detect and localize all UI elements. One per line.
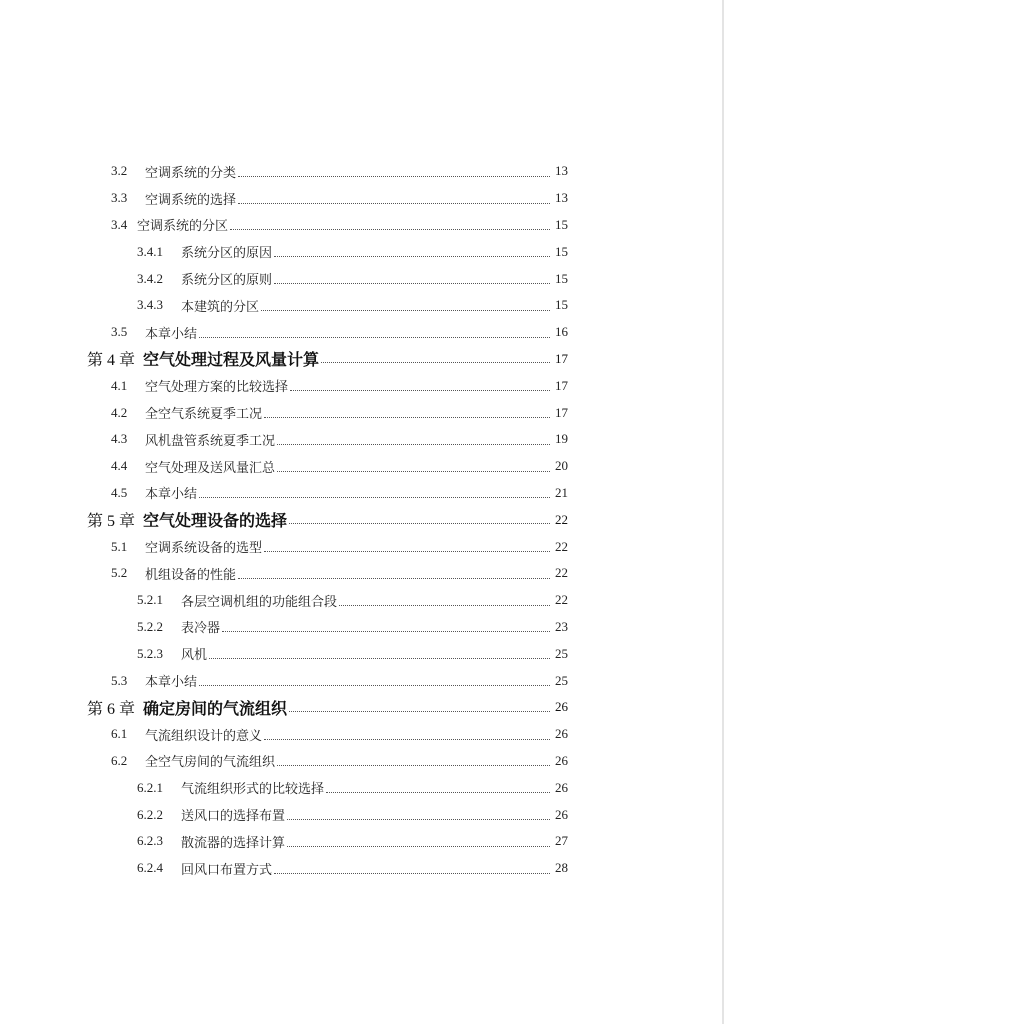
toc-dot-leader [238, 577, 550, 579]
toc-dot-leader [264, 416, 550, 418]
toc-entry-number: 6.2.3 [137, 833, 163, 849]
toc-entry-number: 3.5 [111, 324, 128, 340]
toc-entry-title: 表冷器 [181, 620, 221, 636]
toc-page-number: 23 [555, 618, 568, 634]
toc-page-number: 20 [555, 458, 568, 474]
toc-entry-number: 6.1 [111, 726, 128, 742]
toc-page-number: 22 [555, 565, 568, 581]
toc-entry-title: 全空气房间的气流组织 [145, 754, 276, 770]
toc-entry-number: 5.2 [111, 565, 128, 581]
toc-page-number: 26 [555, 699, 568, 715]
toc-page-number: 22 [555, 511, 568, 527]
toc-entry-number: 第 4 章 [87, 352, 136, 370]
toc-entry-title: 气流组织形式的比较选择 [181, 781, 325, 797]
toc-dot-leader [289, 522, 550, 524]
toc-entry-number: 3.4 [111, 216, 128, 232]
toc-dot-leader [199, 336, 550, 338]
toc-entry-title: 确定房间的气流组织 [143, 700, 288, 718]
toc-dot-leader [199, 684, 550, 686]
toc-entry-number: 3.4.3 [137, 297, 163, 313]
toc-entry-title: 全空气系统夏季工况 [145, 406, 263, 422]
toc-page-number: 17 [555, 404, 568, 420]
toc-dot-leader [238, 202, 550, 204]
toc-page-number: 26 [555, 806, 568, 822]
toc-entry-number: 4.1 [111, 377, 128, 393]
toc-entry-number: 4.2 [111, 404, 128, 420]
toc-page-number: 15 [555, 297, 568, 313]
toc-entry-title: 空调系统设备的选型 [145, 540, 263, 556]
toc-dot-leader [264, 550, 550, 552]
toc-entry-title: 本章小结 [145, 325, 198, 341]
toc-subsection-entry[interactable] [0, 828, 722, 855]
toc-entry-title: 空气处理方案的比较选择 [145, 379, 289, 395]
toc-entry-title: 空气处理及送风量汇总 [145, 459, 276, 475]
toc-section-entry[interactable] [0, 748, 722, 775]
toc-entry-number: 3.3 [111, 190, 128, 206]
toc-page-number: 22 [555, 592, 568, 608]
toc-chapter-entry[interactable] [0, 506, 722, 533]
toc-entry-title: 空调系统的选择 [145, 191, 237, 207]
toc-entry-number: 第 6 章 [87, 700, 136, 718]
toc-dot-leader [277, 470, 550, 472]
toc-entry-title: 气流组织设计的意义 [145, 727, 263, 743]
toc-page-number: 13 [555, 163, 568, 179]
toc-page-number: 17 [555, 350, 568, 366]
toc-section-entry[interactable] [0, 560, 722, 587]
toc-entry-title: 回风口布置方式 [181, 861, 273, 877]
toc-dot-leader [274, 255, 550, 257]
toc-section-entry[interactable] [0, 453, 722, 480]
toc-page-number: 25 [555, 645, 568, 661]
toc-entry-number: 6.2.4 [137, 860, 163, 876]
toc-entry-number: 5.1 [111, 538, 128, 554]
toc-section-entry[interactable] [0, 480, 722, 507]
toc-subsection-entry[interactable] [0, 640, 722, 667]
toc-page-number: 26 [555, 726, 568, 742]
toc-subsection-entry[interactable] [0, 587, 722, 614]
toc-entry-title: 送风口的选择布置 [181, 808, 286, 824]
toc-page-number: 26 [555, 752, 568, 768]
toc-dot-leader [230, 228, 550, 230]
toc-entry-number: 4.4 [111, 458, 128, 474]
toc-page-number: 21 [555, 484, 568, 500]
toc-entry-number: 6.2.2 [137, 806, 163, 822]
toc-entry-title: 本章小结 [145, 486, 198, 502]
toc-dot-leader [277, 764, 550, 766]
toc-entry-number: 3.2 [111, 163, 128, 179]
toc-dot-leader [277, 443, 550, 445]
toc-dot-leader [290, 389, 550, 391]
toc-entry-title: 空气处理过程及风量计算 [143, 352, 320, 370]
toc-dot-leader [321, 361, 550, 363]
toc-subsection-entry[interactable] [0, 238, 722, 265]
toc-section-entry[interactable] [0, 399, 722, 426]
toc-section-entry[interactable] [0, 667, 722, 694]
toc-page-number: 15 [555, 216, 568, 232]
toc-subsection-entry[interactable] [0, 292, 722, 319]
toc-subsection-entry[interactable] [0, 801, 722, 828]
toc-page-number: 25 [555, 672, 568, 688]
toc-entry-number: 5.3 [111, 672, 128, 688]
toc-page-number: 13 [555, 190, 568, 206]
table-of-contents [0, 158, 722, 882]
toc-entry-number: 3.4.1 [137, 243, 163, 259]
toc-section-entry[interactable] [0, 721, 722, 748]
toc-entry-number: 5.2.3 [137, 645, 163, 661]
toc-entry-number: 4.3 [111, 431, 128, 447]
toc-entry-title: 散流器的选择计算 [181, 834, 286, 850]
toc-dot-leader [274, 282, 550, 284]
toc-entry-title: 风机 [181, 647, 208, 663]
toc-page-number: 19 [555, 431, 568, 447]
toc-subsection-entry[interactable] [0, 614, 722, 641]
toc-entry-title: 机组设备的性能 [145, 566, 237, 582]
toc-entry-number: 6.2 [111, 752, 128, 768]
toc-subsection-entry[interactable] [0, 774, 722, 801]
toc-entry-title: 空调系统的分类 [145, 164, 237, 180]
toc-dot-leader [199, 496, 550, 498]
toc-dot-leader [222, 630, 550, 632]
toc-entry-number: 第 5 章 [87, 513, 136, 531]
toc-entry-number: 5.2.2 [137, 618, 163, 634]
toc-section-entry[interactable] [0, 372, 722, 399]
toc-subsection-entry[interactable] [0, 855, 722, 882]
toc-entry-title: 系统分区的原因 [181, 245, 273, 261]
toc-dot-leader [238, 175, 550, 177]
toc-page-number: 28 [555, 860, 568, 876]
toc-section-entry[interactable] [0, 212, 722, 239]
toc-entry-number: 4.5 [111, 484, 128, 500]
toc-subsection-entry[interactable] [0, 265, 722, 292]
toc-page-number: 26 [555, 779, 568, 795]
toc-page-number: 17 [555, 377, 568, 393]
toc-entry-title: 风机盘管系统夏季工况 [145, 432, 276, 448]
toc-section-entry[interactable] [0, 533, 722, 560]
toc-dot-leader [287, 845, 550, 847]
toc-page-number: 27 [555, 833, 568, 849]
toc-chapter-entry[interactable] [0, 346, 722, 373]
toc-entry-title: 空调系统的分区 [137, 218, 229, 234]
toc-page-number: 16 [555, 324, 568, 340]
toc-page-number: 22 [555, 538, 568, 554]
toc-entry-number: 6.2.1 [137, 779, 163, 795]
toc-section-entry[interactable] [0, 319, 722, 346]
toc-dot-leader [289, 710, 550, 712]
toc-dot-leader [274, 872, 550, 874]
toc-dot-leader [209, 657, 550, 659]
toc-entry-title: 本章小结 [145, 674, 198, 690]
toc-dot-leader [287, 818, 550, 820]
toc-dot-leader [264, 738, 550, 740]
toc-entry-title: 各层空调机组的功能组合段 [181, 593, 338, 609]
toc-section-entry[interactable] [0, 158, 722, 185]
toc-entry-number: 5.2.1 [137, 592, 163, 608]
toc-entry-title: 系统分区的原则 [181, 272, 273, 288]
toc-dot-leader [261, 309, 550, 311]
page-edge-divider [722, 0, 724, 1024]
toc-page-number: 15 [555, 243, 568, 259]
toc-chapter-entry[interactable] [0, 694, 722, 721]
toc-entry-title: 空气处理设备的选择 [143, 513, 288, 531]
toc-dot-leader [339, 604, 550, 606]
toc-entry-number: 3.4.2 [137, 270, 163, 286]
toc-section-entry[interactable] [0, 426, 722, 453]
toc-entry-title: 本建筑的分区 [181, 298, 260, 314]
toc-section-entry[interactable] [0, 185, 722, 212]
toc-page-number: 15 [555, 270, 568, 286]
toc-dot-leader [326, 791, 550, 793]
